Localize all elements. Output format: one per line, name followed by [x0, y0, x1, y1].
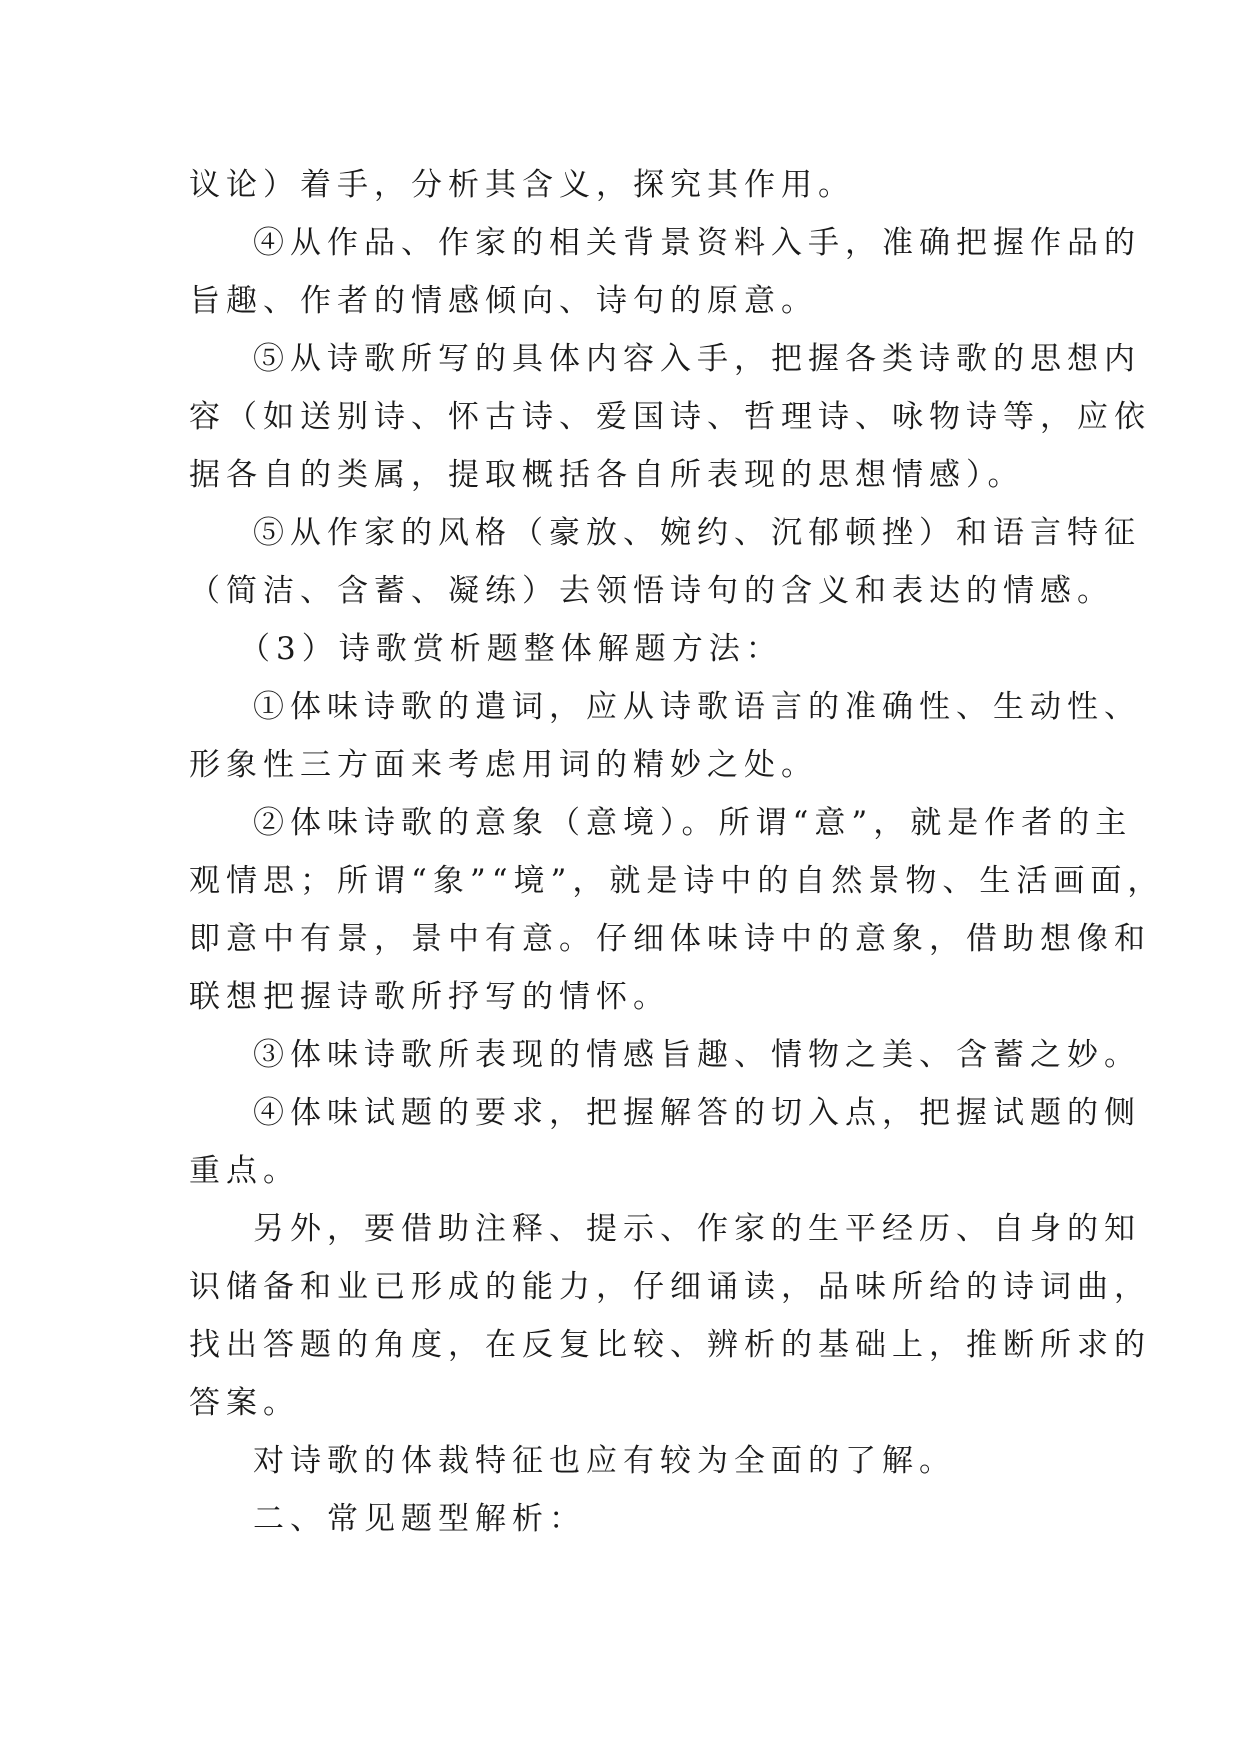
text-line: ②体味诗歌的意象（意境）。所谓“意”，就是作者的主 — [253, 805, 1133, 841]
text-line: 找出答题的角度，在反复比较、辨析的基础上，推断所求的 — [189, 1327, 1151, 1363]
text-line: ①体味诗歌的遣词，应从诗歌语言的准确性、生动性、 — [253, 689, 1141, 725]
text-line: ⑤从作家的风格（豪放、婉约、沉郁顿挫）和语言特征 — [253, 515, 1141, 551]
text-line: 旨趣、作者的情感倾向、诗句的原意。 — [189, 283, 818, 319]
text-line: ③体味诗歌所表现的情感旨趣、情物之美、含蓄之妙。 — [253, 1037, 1141, 1073]
text-line: 联想把握诗歌所抒写的情怀。 — [189, 979, 670, 1015]
section-heading: （3）诗歌赏析题整体解题方法： — [239, 631, 783, 667]
text-line: 据各自的类属，提取概括各自所表现的思想情感）。 — [189, 457, 1025, 493]
text-line: ④体味试题的要求，把握解答的切入点，把握试题的侧 — [253, 1095, 1141, 1131]
document-body — [189, 156, 1165, 1548]
text-line: ⑤从诗歌所写的具体内容入手，把握各类诗歌的思想内 — [253, 341, 1141, 377]
section-heading: 二、常见题型解析： — [253, 1501, 586, 1537]
text-line: 答案。 — [189, 1385, 300, 1421]
text-line: 容（如送别诗、怀古诗、爱国诗、哲理诗、咏物诗等，应依 — [189, 399, 1151, 435]
text-line: 即意中有景，景中有意。仔细体味诗中的意象，借助想像和 — [189, 921, 1151, 957]
text-line: 另外，要借助注释、提示、作家的生平经历、自身的知 — [253, 1211, 1141, 1247]
text-line: 观情思；所谓“象”“境”，就是诗中的自然景物、生活画面， — [189, 863, 1165, 899]
text-line: 形象性三方面来考虑用词的精妙之处。 — [189, 747, 818, 783]
text-line: 识储备和业已形成的能力，仔细诵读，品味所给的诗词曲， — [189, 1269, 1151, 1305]
text-line: 议论）着手，分析其含义，探究其作用。 — [189, 167, 855, 203]
text-line: 重点。 — [189, 1153, 300, 1189]
text-line: 对诗歌的体裁特征也应有较为全面的了解。 — [253, 1443, 956, 1479]
text-line: ④从作品、作家的相关背景资料入手，准确把握作品的 — [253, 225, 1141, 261]
text-line: （简洁、含蓄、凝练）去领悟诗句的含义和表达的情感。 — [189, 573, 1114, 609]
